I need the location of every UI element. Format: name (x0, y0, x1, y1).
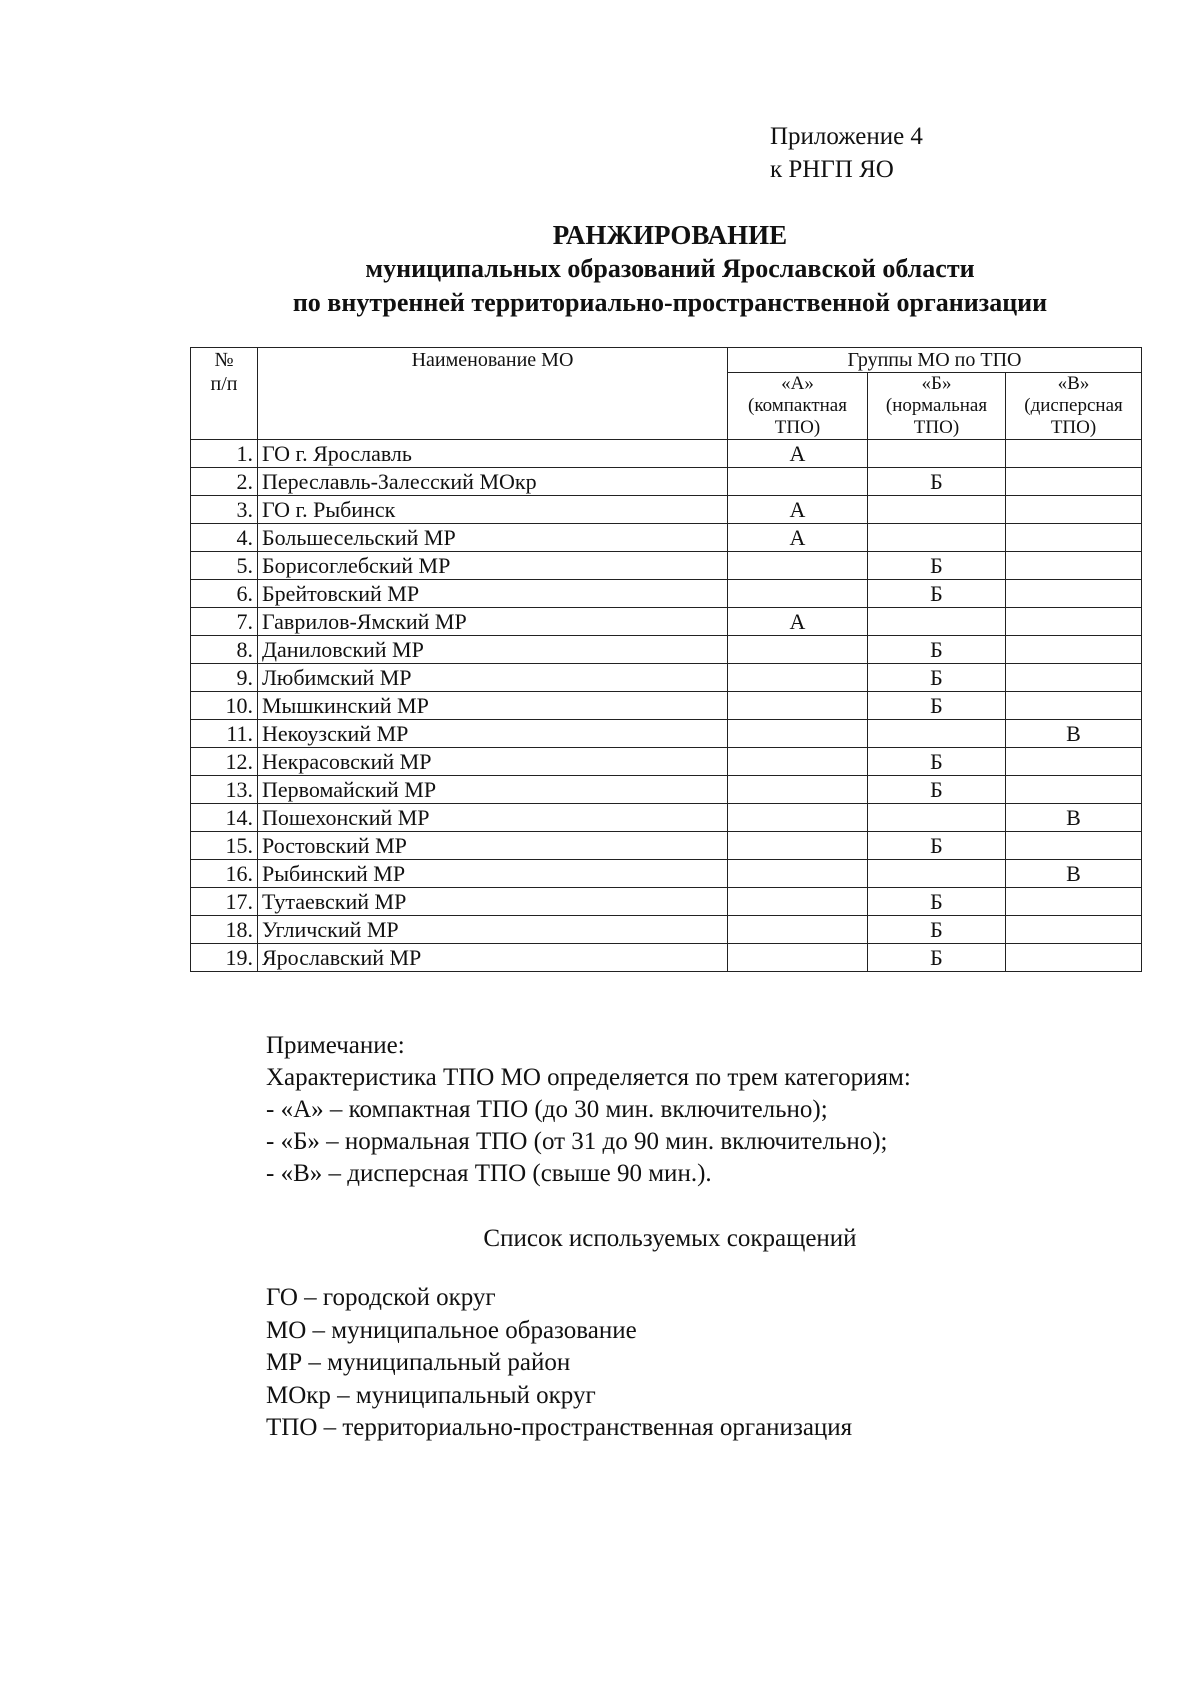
row-number: 2. (191, 468, 258, 496)
row-group-b (868, 524, 1006, 552)
row-number: 16. (191, 860, 258, 888)
row-group-b (868, 860, 1006, 888)
row-group-a (728, 832, 868, 860)
title-subtitle-2: по внутренней территориально-пространственной организации (292, 288, 1048, 317)
row-number: 18. (191, 916, 258, 944)
ranking-table (190, 347, 1142, 972)
row-group-v (1006, 468, 1142, 496)
header-group-v-line-2: (дисперсная (1024, 395, 1123, 416)
row-group-v (1006, 440, 1142, 468)
row-number: 14. (191, 804, 258, 832)
row-group-a (728, 468, 868, 496)
row-group-a (728, 636, 868, 664)
note-line: Характеристика ТПО МО определяется по трем категориям: (266, 1064, 911, 1091)
table-row (191, 916, 1142, 944)
row-number: 13. (191, 776, 258, 804)
row-group-a: А (728, 608, 868, 636)
row-group-b: Б (868, 636, 1006, 664)
row-group-a: А (728, 440, 868, 468)
table-row (191, 720, 1142, 748)
row-group-a (728, 692, 868, 720)
row-group-b: Б (868, 776, 1006, 804)
row-group-b (868, 804, 1006, 832)
row-name: ГО г. Ярославль (258, 440, 728, 468)
row-number: 17. (191, 888, 258, 916)
note-section (266, 1030, 911, 1190)
row-group-b: Б (868, 664, 1006, 692)
row-name: Брейтовский МР (258, 580, 728, 608)
table-row (191, 440, 1142, 468)
row-group-a (728, 804, 868, 832)
row-number: 3. (191, 496, 258, 524)
row-name: Гаврилов-Ямский МР (258, 608, 728, 636)
row-name: Борисоглебский МР (258, 552, 728, 580)
row-group-a: А (728, 496, 868, 524)
abbreviation-item: ТПО – территориально-пространственная организация (266, 1414, 853, 1441)
row-group-b: Б (868, 692, 1006, 720)
table-row (191, 608, 1142, 636)
abbreviation-item: МР – муниципальный район (266, 1349, 571, 1376)
row-group-v (1006, 496, 1142, 524)
row-group-b: Б (868, 748, 1006, 776)
row-group-v: В (1006, 720, 1142, 748)
row-number: 7. (191, 608, 258, 636)
row-name: Ярославский МР (258, 944, 728, 972)
table-row (191, 748, 1142, 776)
row-group-a (728, 552, 868, 580)
table-row (191, 636, 1142, 664)
note-line: - «В» – дисперсная ТПО (свыше 90 мин.). (266, 1160, 712, 1187)
table-row (191, 552, 1142, 580)
row-number: 11. (191, 720, 258, 748)
row-group-a (728, 916, 868, 944)
row-name: Первомайский МР (258, 776, 728, 804)
table-row (191, 860, 1142, 888)
row-group-v (1006, 748, 1142, 776)
header-group-a-line-2: (компактная (748, 395, 847, 416)
row-group-v (1006, 524, 1142, 552)
header-group-a-line-1: «А» (781, 373, 814, 394)
header-group-v-line-3: ТПО) (1050, 417, 1097, 438)
header-groups: Группы МО по ТПО (728, 348, 1142, 373)
row-name: Даниловский МР (258, 636, 728, 664)
appendix-label (770, 120, 923, 186)
row-group-v (1006, 888, 1142, 916)
row-group-a (728, 860, 868, 888)
title-main: РАНЖИРОВАНИЕ (552, 220, 788, 250)
row-group-v (1006, 608, 1142, 636)
row-group-a (728, 888, 868, 916)
abbreviation-item: ГО – городской округ (266, 1284, 496, 1311)
title-subtitle-1: муниципальных образований Ярославской области (365, 254, 975, 283)
row-group-v: В (1006, 804, 1142, 832)
row-number: 12. (191, 748, 258, 776)
header-group-a-line-3: ТПО) (774, 417, 821, 438)
row-number: 15. (191, 832, 258, 860)
table-row (191, 944, 1142, 972)
row-name: Пошехонский МР (258, 804, 728, 832)
row-group-v (1006, 552, 1142, 580)
row-number: 8. (191, 636, 258, 664)
header-group-v-line-1: «В» (1057, 373, 1090, 394)
row-group-b (868, 720, 1006, 748)
header-number (191, 348, 258, 440)
row-group-a (728, 580, 868, 608)
header-group-a (728, 373, 868, 440)
header-group-b-line-2: (нормальная (885, 395, 988, 416)
note-heading: Примечание: (266, 1032, 405, 1059)
row-group-a (728, 944, 868, 972)
table-row (191, 776, 1142, 804)
row-group-b: Б (868, 552, 1006, 580)
abbreviations-title (0, 1223, 1200, 1255)
header-group-b-line-3: ТПО) (913, 417, 960, 438)
header-number-line-2: п/п (210, 373, 238, 395)
table-row (191, 496, 1142, 524)
row-group-b: Б (868, 944, 1006, 972)
row-group-v (1006, 580, 1142, 608)
row-group-b: Б (868, 832, 1006, 860)
note-line: - «Б» – нормальная ТПО (от 31 до 90 мин. включительно); (266, 1128, 888, 1155)
appendix-line-1: Приложение 4 (770, 123, 923, 150)
row-group-v (1006, 692, 1142, 720)
row-group-a (728, 664, 868, 692)
abbreviations-list (266, 1282, 852, 1445)
row-group-v (1006, 776, 1142, 804)
row-group-v: В (1006, 860, 1142, 888)
row-group-b (868, 496, 1006, 524)
header-number-line-1: № (214, 349, 234, 371)
table-row (191, 664, 1142, 692)
row-name: ГО г. Рыбинск (258, 496, 728, 524)
row-group-b (868, 440, 1006, 468)
table-row (191, 580, 1142, 608)
row-group-v (1006, 636, 1142, 664)
row-group-b (868, 608, 1006, 636)
header-group-v (1006, 373, 1142, 440)
header-group-b (868, 373, 1006, 440)
row-name: Ростовский МР (258, 832, 728, 860)
row-group-a (728, 776, 868, 804)
row-name: Переславль-Залесский МОкр (258, 468, 728, 496)
row-group-a (728, 720, 868, 748)
table-row (191, 468, 1142, 496)
note-line: - «А» – компактная ТПО (до 30 мин. включительно); (266, 1096, 828, 1123)
row-number: 10. (191, 692, 258, 720)
row-group-a: А (728, 524, 868, 552)
row-group-v (1006, 916, 1142, 944)
row-number: 6. (191, 580, 258, 608)
row-group-v (1006, 832, 1142, 860)
row-name: Рыбинский МР (258, 860, 728, 888)
row-name: Некоузский МР (258, 720, 728, 748)
row-name: Любимский МР (258, 664, 728, 692)
row-name: Большесельский МР (258, 524, 728, 552)
header-group-b-line-1: «Б» (921, 373, 952, 394)
table-row (191, 804, 1142, 832)
row-number: 4. (191, 524, 258, 552)
row-name: Мышкинский МР (258, 692, 728, 720)
row-group-a (728, 748, 868, 776)
row-number: 1. (191, 440, 258, 468)
ranking-table-body (191, 440, 1142, 972)
row-group-b: Б (868, 580, 1006, 608)
row-name: Некрасовский МР (258, 748, 728, 776)
row-number: 9. (191, 664, 258, 692)
appendix-line-2: к РНГП ЯО (770, 156, 894, 183)
abbreviation-item: МОкр – муниципальный округ (266, 1381, 596, 1409)
table-row (191, 524, 1142, 552)
row-group-v (1006, 664, 1142, 692)
abbreviations-title-text: Список используемых сокращений (483, 1225, 857, 1252)
row-group-b: Б (868, 468, 1006, 496)
row-number: 5. (191, 552, 258, 580)
row-name: Угличский МР (258, 916, 728, 944)
row-number: 19. (191, 944, 258, 972)
table-row (191, 832, 1142, 860)
row-name: Тутаевский МР (258, 888, 728, 916)
row-group-b: Б (868, 916, 1006, 944)
document-title (0, 218, 1200, 320)
table-row (191, 692, 1142, 720)
header-name: Наименование МО (258, 348, 728, 440)
table-row (191, 888, 1142, 916)
abbreviation-item: МО – муниципальное образование (266, 1316, 637, 1344)
row-group-v (1006, 944, 1142, 972)
row-group-b: Б (868, 888, 1006, 916)
